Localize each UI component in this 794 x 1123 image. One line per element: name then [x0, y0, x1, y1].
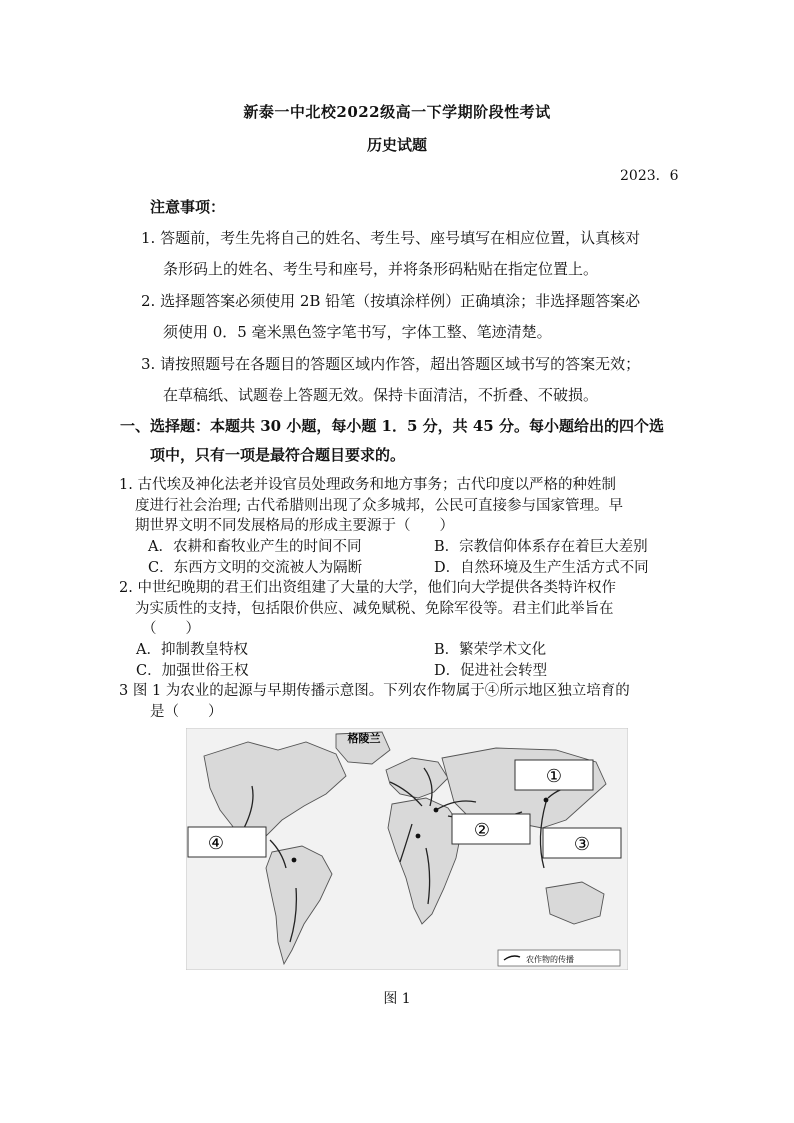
- notice-item-3-line2: 在草稿纸、试题卷上答题无效。保持卡面清洁，不折叠、不破损。: [163, 386, 599, 404]
- notice-item-3-line1: 3. 请按照题号在各题目的答题区域内作答，超出答题区域书写的答案无效；: [141, 355, 641, 373]
- exam-date: 2023．6: [620, 168, 679, 184]
- section-heading-line2: 项中，只有一项是最符合题目要求的。: [150, 446, 406, 464]
- notice-item-1-line1: 1. 答题前，考生先将自己的姓名、考生号、座号填写在相应位置，认真核对: [141, 229, 641, 247]
- q1-option-d[interactable]: D．自然环境及生产生活方式不同: [434, 560, 649, 576]
- origin-dot: [416, 834, 421, 839]
- notice-item-2-line2: 须使用 0．5 毫米黑色签字笔书写，字体工整、笔迹清楚。: [163, 323, 552, 341]
- agriculture-origin-map: [186, 728, 628, 970]
- q1-line3: 期世界文明不同发展格局的形成主要源于（ ）: [135, 518, 454, 534]
- notice-item-2-line1: 2. 选择题答案必须使用 2B 铅笔（按填涂样例）正确填涂；非选择题答案必: [141, 292, 641, 310]
- origin-dot: [434, 808, 439, 813]
- q3-line2: 是（ ）: [150, 704, 223, 720]
- map-marker-2: ②: [473, 820, 491, 841]
- q1-option-b[interactable]: B．宗教信仰体系存在着巨大差别: [434, 539, 648, 555]
- q2-option-b[interactable]: B．繁荣学术文化: [434, 642, 547, 658]
- exam-subtitle: 历史试题: [366, 136, 427, 154]
- q2-option-c[interactable]: C．加强世俗王权: [136, 663, 249, 679]
- q1-option-c[interactable]: C．东西方文明的交流被人为隔断: [148, 560, 363, 576]
- q1-option-a[interactable]: A．农耕和畜牧业产生的时间不同: [148, 539, 362, 555]
- figure-caption: 图 1: [383, 991, 411, 1007]
- exam-title: 新泰一中北校2022级高一下学期阶段性考试: [243, 103, 551, 121]
- notice-heading: 注意事项：: [150, 198, 226, 216]
- map-legend-label: 农作物的传播: [526, 955, 574, 964]
- origin-dot: [544, 798, 549, 803]
- origin-dot: [292, 858, 297, 863]
- q3-line1: 3 图 1 为农业的起源与早期传播示意图。下列农作物属于④所示地区独立培育的: [119, 683, 630, 699]
- notice-item-1-line2: 条形码上的姓名、考生号和座号，并将条形码粘贴在指定位置上。: [163, 260, 599, 278]
- q2-option-d[interactable]: D．促进社会转型: [434, 663, 548, 679]
- q2-line1: 2. 中世纪晚期的君王们出资组建了大量的大学，他们向大学提供各类特许权作: [119, 580, 616, 596]
- q2-line3: （ ）: [142, 621, 200, 637]
- q1-line2: 度进行社会治理; 古代希腊则出现了众多城邦，公民可直接参与国家管理。早: [135, 498, 623, 514]
- q1-line1: 1. 古代埃及神化法老并设官员处理政务和地方事务；古代印度以严格的种姓制: [119, 477, 616, 493]
- q2-line2: 为实质性的支持，包括限价供应、减免赋税、免除军役等。君主们此举旨在: [135, 601, 614, 617]
- map-marker-3: ③: [573, 834, 591, 855]
- map-marker-1: ①: [545, 766, 563, 787]
- map-label-greenland: 格陵兰: [347, 732, 381, 745]
- section-heading-line1: 一、选择题：本题共 30 小题，每小题 1．5 分，共 45 分。每小题给出的四个选: [120, 417, 664, 435]
- map-marker-4: ④: [207, 833, 225, 854]
- q2-option-a[interactable]: A．抑制教皇特权: [136, 642, 248, 658]
